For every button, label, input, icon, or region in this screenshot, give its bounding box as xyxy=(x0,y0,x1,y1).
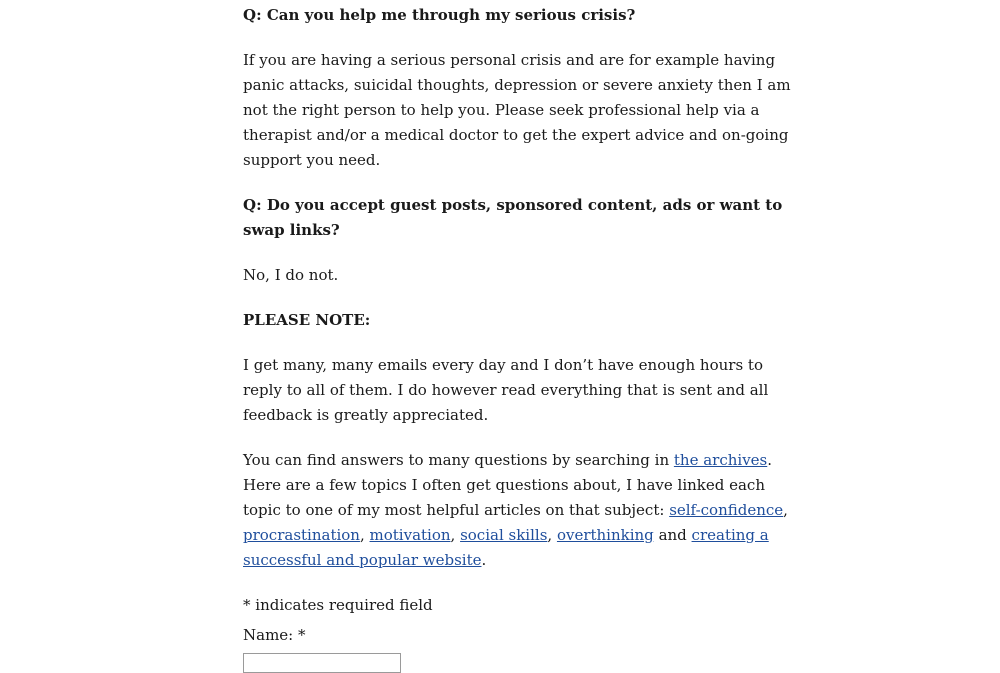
contact-form xyxy=(243,593,795,673)
motivation-link[interactable]: motivation xyxy=(369,526,451,544)
faq-answer-guest-posts: No, I do not. xyxy=(243,266,339,284)
separator: , xyxy=(547,526,557,544)
topics-paragraph xyxy=(243,448,795,573)
faq-question-guest-posts: Q: Do you accept guest posts, sponsored content, ads or want to swap links? xyxy=(243,196,783,239)
topics-intro-text: You can find answers to many questions by searching in xyxy=(243,451,674,469)
separator: and xyxy=(653,526,692,544)
required-field-note: * indicates required field xyxy=(243,596,433,614)
separator: , xyxy=(783,501,788,519)
name-field-label: Name: * xyxy=(243,626,306,644)
self-confidence-link[interactable]: self-confidence xyxy=(669,501,784,519)
separator: , xyxy=(450,526,461,544)
overthinking-link[interactable]: overthinking xyxy=(556,526,654,544)
name-field[interactable] xyxy=(243,653,401,673)
faq-answer-crisis: If you are having a serious personal crisis and are for example having panic attacks, suicidal thoughts, depression or severe anxiety then I am not the right person to help you. Please seek professional help via a therapist and/or a medical doctor to get the expert advice and on-going support you need. xyxy=(243,51,791,169)
archives-link[interactable]: the archives xyxy=(673,451,768,469)
end-period: . xyxy=(481,551,487,569)
procrastination-link[interactable]: procrastination xyxy=(243,526,360,544)
note-heading: PLEASE NOTE: xyxy=(243,311,371,329)
website-link[interactable]: creating a successful and popular website xyxy=(243,526,769,569)
topics-intro-text-continued: . Here are a few topics I often get questions about, I have linked each topic to one of my most helpful articles on that subject: xyxy=(243,451,773,519)
social-skills-link[interactable]: social skills xyxy=(460,526,548,544)
faq-question-crisis: Q: Can you help me through my serious crisis? xyxy=(243,6,636,24)
separator: , xyxy=(359,526,370,544)
note-text: I get many, many emails every day and I don’t have enough hours to reply to all of them. I do however read everything that is sent and all feedback is greatly appreciated. xyxy=(243,356,769,424)
contact-page-content xyxy=(243,3,795,673)
